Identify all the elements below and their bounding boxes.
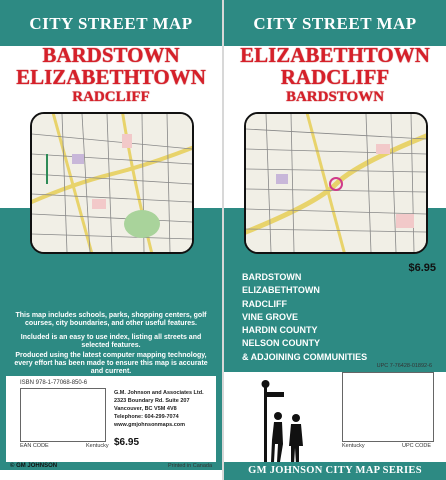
coverage-item: VINE GROVE (242, 311, 299, 322)
coverage-item: RADCLIFF (242, 298, 287, 309)
publisher-info (114, 389, 204, 429)
ean-label: EAN CODE (20, 443, 49, 449)
publisher-line-1: G.M. Johnson and Associates Ltd. (114, 390, 204, 396)
street-map-image (246, 114, 426, 252)
back-map-preview (30, 112, 194, 254)
publisher-line-3: Vancouver, BC V5M 4V8 (114, 406, 177, 412)
coverage-list (242, 271, 367, 364)
upc-barcode-box (342, 372, 434, 442)
street-map-image (32, 114, 192, 252)
front-kentucky-label: Kentucky (342, 443, 365, 449)
series-brand-band (224, 462, 446, 480)
info-paragraph-1: This map includes schools, parks, shopping centers, golf courses, city boundaries, and other useful features. (15, 312, 207, 327)
back-city-2: ELIZABETHTOWN (16, 65, 206, 89)
back-city-list (0, 44, 222, 106)
upc-number: UPC 7-76428-01892-6 (376, 363, 432, 369)
coverage-item: NELSON COUNTY (242, 338, 321, 349)
front-cover (224, 0, 446, 480)
printed-in-label: Printed in Canada (168, 463, 213, 469)
publisher-line-4: Telephone: 604-299-7074 (114, 414, 179, 420)
ean-barcode-box (20, 388, 106, 442)
copyright-text: © GM JOHNSON (10, 463, 58, 469)
publisher-line-2: 2323 Boundary Rd. Suite 207 (114, 398, 190, 404)
front-city-1: ELIZABETHTOWN (240, 43, 430, 67)
front-map-preview (244, 112, 428, 254)
coverage-item: ELIZABETHTOWN (242, 285, 320, 296)
coverage-item: HARDIN COUNTY (242, 325, 318, 336)
info-paragraph-3: Produced using the latest computer mapping technology, every effort has been made to ensure this map is accurate and current. (14, 352, 208, 375)
front-city-list (224, 44, 446, 106)
back-price: $6.95 (114, 437, 140, 448)
coverage-item: BARDSTOWN (242, 272, 302, 282)
front-city-2: RADCLIFF (280, 65, 390, 89)
front-price: $6.95 (408, 262, 436, 274)
back-cover (0, 0, 222, 480)
coverage-item: & ADJOINING COMMUNITIES (242, 351, 368, 362)
isbn-text: ISBN 978-1-77068-850-6 (20, 380, 88, 386)
back-series-title: CITY STREET MAP (29, 14, 193, 33)
info-paragraph-2: Included is an easy to use index, listing all streets and selected features. (20, 334, 202, 349)
back-kentucky-label: Kentucky (86, 443, 109, 449)
front-series-title: CITY STREET MAP (253, 14, 417, 33)
series-brand-text: GM JOHNSON CITY MAP SERIES (248, 465, 422, 476)
upc-code-label: UPC CODE (402, 443, 432, 449)
pedestrians-signpost-logo (252, 378, 312, 468)
front-city-3: BARDSTOWN (285, 89, 385, 105)
back-city-3: RADCLIFF (72, 89, 150, 105)
back-city-1: BARDSTOWN (42, 43, 180, 67)
publisher-website: www.gmjohnsonmaps.com (114, 422, 185, 428)
